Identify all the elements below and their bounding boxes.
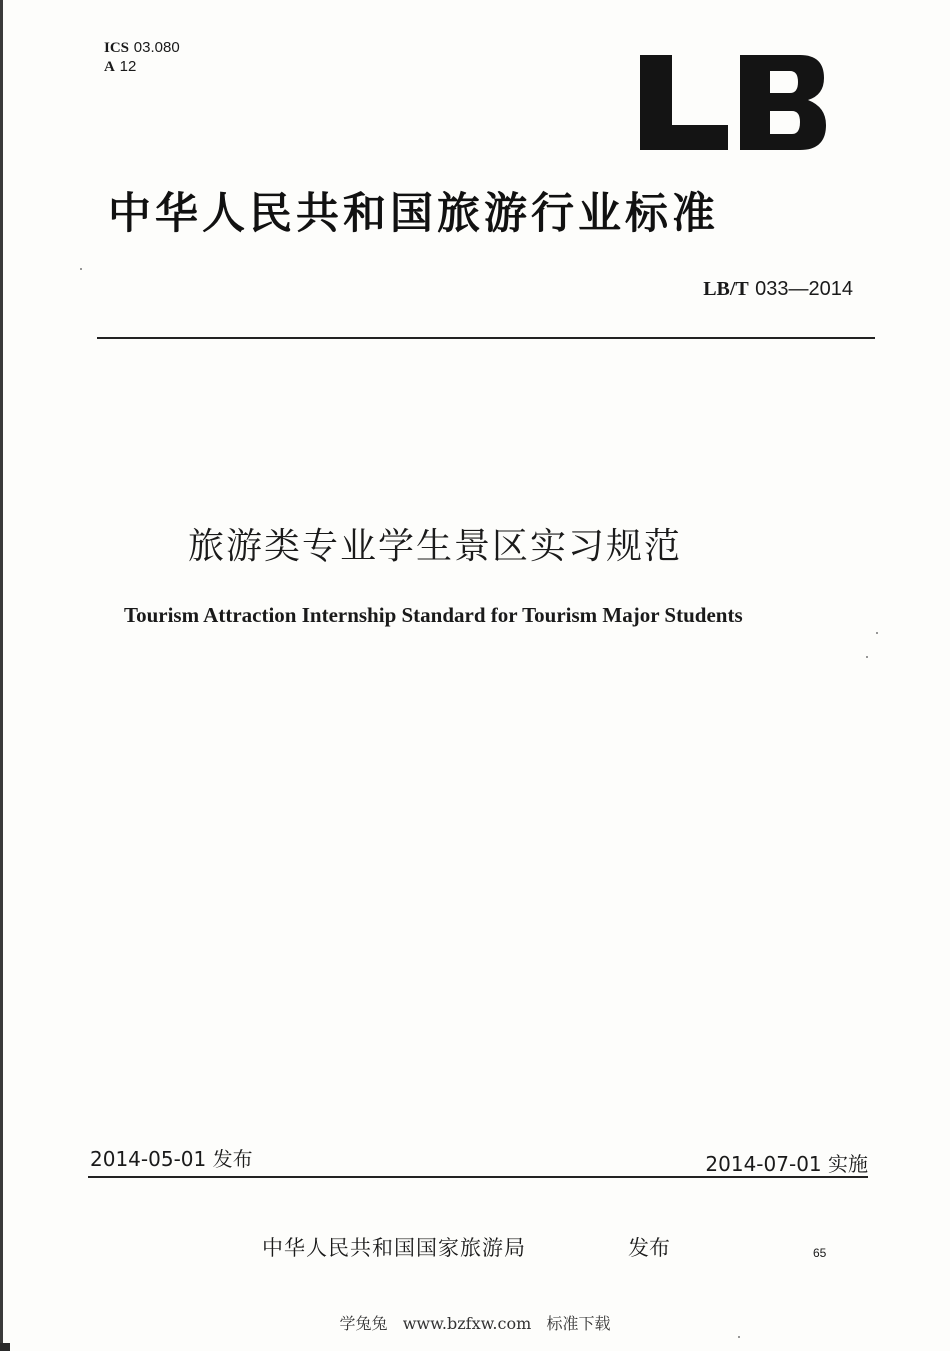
standard-code-number: 033—2014 — [755, 278, 853, 300]
lb-logo — [640, 55, 826, 150]
scan-speck — [80, 268, 82, 270]
scan-speck — [738, 1336, 740, 1338]
scan-corner — [0, 1343, 10, 1351]
ccs-line — [104, 57, 180, 76]
publisher-name: 中华人民共和国国家旅游局 — [262, 1236, 526, 1260]
top-divider — [97, 337, 875, 339]
ics-label: ICS — [104, 40, 130, 56]
ics-line — [104, 38, 180, 57]
classification-codes — [104, 38, 180, 76]
issue-date: 2014-05-01 发布 — [90, 1147, 253, 1171]
standard-category-title: 中华人民共和国旅游行业标准 — [108, 189, 719, 239]
document-title-english: Tourism Attraction Internship Standard for Tourism Major Students — [124, 603, 743, 627]
document-title-chinese: 旅游类专业学生景区实习规范 — [188, 526, 683, 567]
ccs-code: 12 — [119, 58, 137, 75]
standard-code — [703, 276, 853, 301]
bottom-divider — [88, 1176, 868, 1178]
scan-speck — [876, 632, 878, 634]
scan-edge — [0, 0, 3, 1351]
footer-watermark: 学兔兔 www.bzfxw.com 标准下载 — [339, 1314, 611, 1333]
standard-code-prefix: LB/T — [703, 278, 749, 300]
ccs-label: A — [104, 59, 115, 75]
ics-code: 03.080 — [133, 39, 180, 56]
page-number: 65 — [813, 1246, 827, 1260]
publish-label: 发布 — [628, 1236, 670, 1260]
implementation-date: 2014-07-01 实施 — [705, 1152, 868, 1176]
scan-speck — [866, 656, 868, 658]
